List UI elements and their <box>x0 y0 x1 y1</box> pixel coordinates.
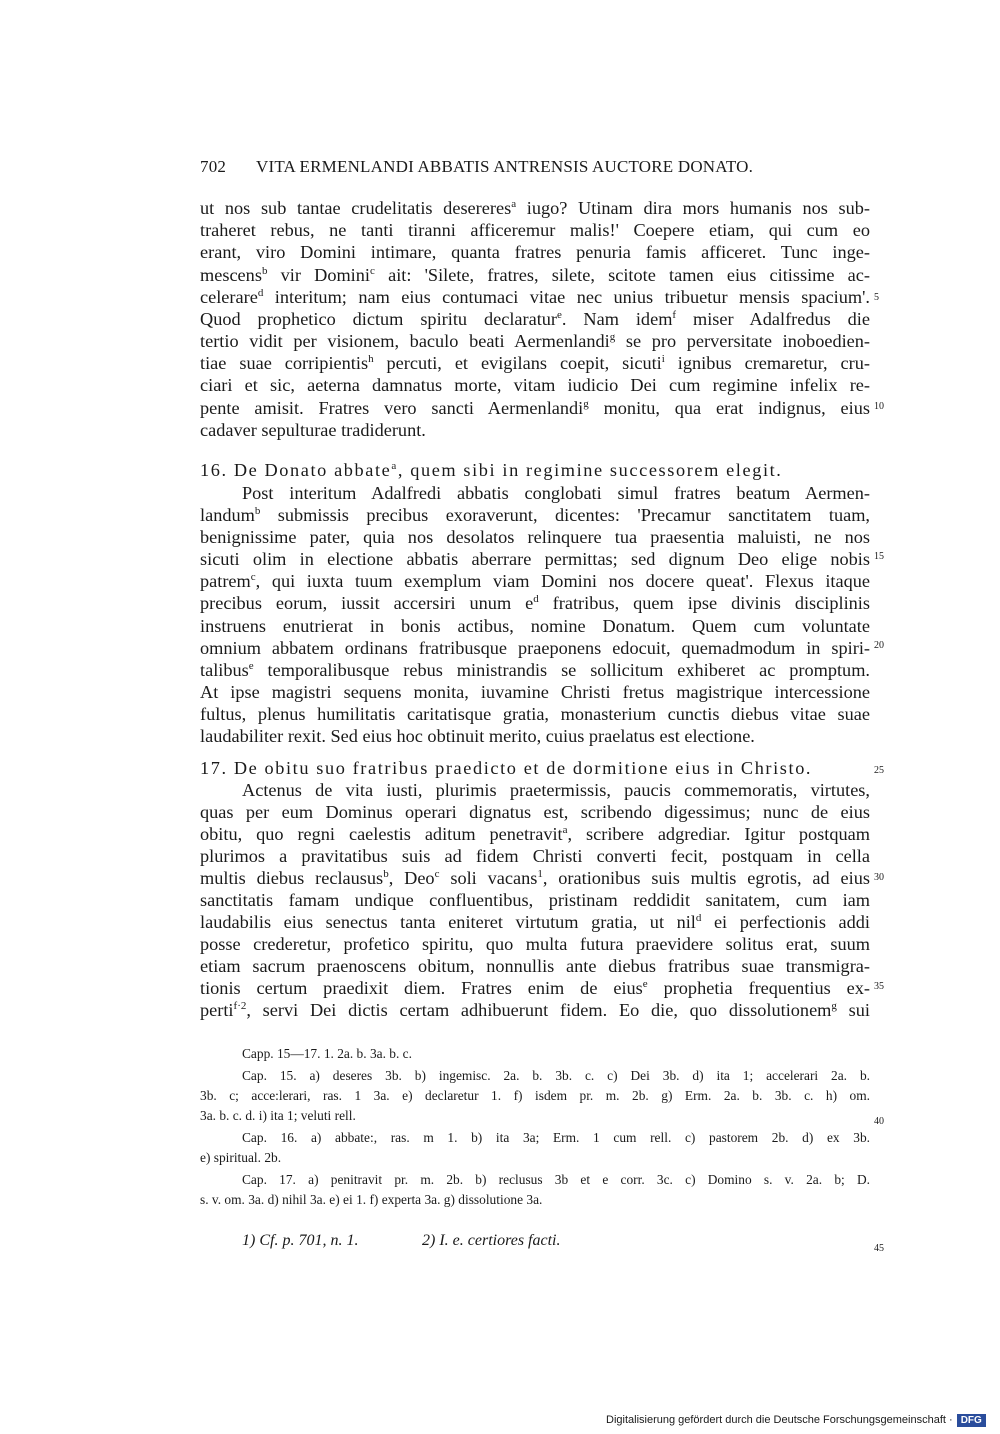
text-line: sanctitatis famam undique confluentibus, pristinam reddidit sanitatem, cum iam <box>200 890 870 910</box>
text-line: quas per eum Dominus operari dignatus est, scribendo digessimus; nunc de eius <box>200 802 870 822</box>
text-line: etiam sacrum praenoscens obitum, nonnullis ante diebus fratribus suae transmigra- <box>200 956 870 976</box>
line-number: 5 <box>874 292 879 303</box>
apparatus-line: Cap. 17. a) penitravit pr. m. 2b. b) reclusus 3b et e corr. 3c. c) Domino s. v. 2a. b; D. <box>242 1172 870 1187</box>
footnote-1: 1) Cf. p. 701, n. 1. <box>242 1232 359 1249</box>
text-line: tionis certum praedixit diem. Fratres enim de eius$^e$ prophetia frequentius ex- <box>200 977 870 998</box>
text-line: talibus$^e$ temporalibusque rebus ministrandis se sollicitum exhiberet ac promptum. <box>200 659 870 680</box>
text-line: posse crederetur, profetico spiritu, quo multa futura praevidere solitus erat, suum <box>200 934 870 954</box>
text-line: tertio vidit per visionem, baculo beati Aermenlandi$^g$ se pro perversitate inoboedien- <box>200 330 871 351</box>
dfg-logo: DFG <box>957 1414 986 1427</box>
text-line: instruens enutrierat in bonis actibus, nomine Donatum. Quem cum voluntate <box>200 616 870 636</box>
text-line: precibus eorum, iussit accersiri unum $e^d$ fratribus, quem ipse divinis disciplinis <box>200 592 870 613</box>
line-number: 45 <box>874 1243 884 1254</box>
page-number: 702 <box>200 157 227 176</box>
apparatus-line: e) spiritual. 2b. <box>200 1150 282 1165</box>
text-line: traheret rebus, ne tanti tiranni afficeremur malis!' Coepere etiam, qui cum eo <box>200 220 870 240</box>
text-line: laudabilis eius senectus tanta eniteret virtutum gratia, ut nil$^d$ ei perfectionis addi <box>200 911 871 932</box>
text-line: ciari et sic, aeterna damnatus morte, vitam iudicio Dei cum regimine infelix re- <box>200 375 870 395</box>
apparatus-line: Cap. 16. a) abbate:, ras. m 1. b) ita 3a; Erm. 1 cum rell. c) pastorem 2b. d) ex 3b. <box>242 1130 870 1145</box>
text-line: obitu, quo regni caelestis aditum penetravit$^a$, scribere adgrediar. Igitur postquam <box>200 823 870 844</box>
running-head: VITA ERMENLANDI ABBATIS ANTRENSIS AUCTORE DONATO. <box>256 157 754 176</box>
apparatus-line: 3b. c; acce:lerari, ras. 1 3a. e) declaretur 1. f) isdem pr. m. 2b. g) Erm. 2a. b. 3b. c. h) om. <box>200 1088 870 1103</box>
text-line: landum$^b$ submissis precibus exoraverunt, dicentes: 'Precamur sanctitatem tuam, <box>200 504 870 525</box>
text-line: cadaver sepulturae tradiderunt. <box>200 420 426 440</box>
line-number: 10 <box>874 401 884 412</box>
text-line: fultus, plenus humilitatis caritatisque gratia, monasterium cunctis diebus vitae suae <box>200 704 870 724</box>
text-line: benignissime pater, quia nos desolatos relinquere tua praesentia maluisti, ne nos <box>200 527 870 547</box>
apparatus-line: Capp. 15—17. 1. 2a. b. 3a. b. c. <box>242 1046 412 1061</box>
footnotes <box>200 1232 870 1254</box>
line-number: 25 <box>874 765 884 776</box>
text-line: Actenus de vita iusti, plurimis praetermissis, paucis commemoratis, virtutes, <box>242 780 870 800</box>
text-line: sicuti olim in electione abbatis aberrare permittas; sed dignum Deo elige nobis <box>200 549 870 569</box>
line-number: 40 <box>874 1116 884 1127</box>
apparatus-line: s. v. om. 3a. d) nihil 3a. e) ei 1. f) experta 3a. g) dissolutione 3a. <box>200 1192 543 1207</box>
digitization-footer <box>606 1412 986 1428</box>
footer-text: Digitalisierung gefördert durch die Deutsche Forschungsgemeinschaft · <box>606 1414 953 1426</box>
text-line: At ipse magistri sequens monita, iuvamine Christi fretus magistrique intercessione <box>200 682 870 702</box>
text-line: Post interitum Adalfredi abbatis conglobati simul fratres beatum Aermen- <box>242 483 870 503</box>
text-line: erant, viro Domini intimare, quanta fratres penuria famis afficeret. Tunc inge- <box>200 242 870 262</box>
page-header <box>200 153 870 177</box>
line-number: 35 <box>874 981 884 992</box>
text-line: laudabiliter rexit. Sed eius hoc obtinuit merito, cuius praelatus est electione. <box>200 726 755 746</box>
text-line: mescens$^b$ vir Domini$^c$ ait: 'Silete, fratres, silete, scitote tamen eius citissime ac- <box>200 264 870 285</box>
text-line: plurimos a pravitatibus suis ad fidem Christi converti fecit, postquam in cella <box>200 846 870 866</box>
apparatus-line: Cap. 15. a) deseres 3b. b) ingemisc. 2a. b. 3b. c. c) Dei 3b. d) ita 1; accelerari 2a. b. <box>242 1068 870 1083</box>
chapter-heading: 16. De Donato abbate$^a$, quem sibi in regimine successorem elegit. <box>200 459 783 480</box>
line-number: 20 <box>874 640 884 651</box>
text-line: patrem$^c$, qui iuxta tuum exemplum viam Domini nos docere queat'. Flexus itaque <box>200 570 870 591</box>
text-line: ut nos sub tantae crudelitatis desereres$^a$ iugo? Utinam dira mors humanis nos sub- <box>200 197 870 218</box>
text-line: pente amisit. Fratres vero sancti Aermenlandi$^g$ monitu, qua erat indignus, eius <box>200 397 870 418</box>
text-line: multis diebus reclausus$^b$, Deo$^c$ soli vacans$^1$, orationibus suis multis egrotis, ad eius <box>200 867 870 888</box>
text-line: omnium abbatem ordinans fratribusque praeponens edocuit, quemadmodum in spiri- <box>200 638 870 658</box>
line-number: 30 <box>874 872 884 883</box>
text-line: Quod prophetico dictum spiritu declaratur$^e$. Nam idem$^f$ miser Adalfredus die <box>200 308 870 329</box>
apparatus-line: 3a. b. c. d. i) ita 1; veluti rell. <box>200 1108 356 1123</box>
chapter-heading: 17. De obitu suo fratribus praedicto et de dormitione eius in Christo. <box>200 758 813 778</box>
text-line: celerare$^d$ interitum; nam eius contumaci vitae nec unius tribuetur mensis spacium'. <box>200 286 870 307</box>
text-line: tiae suae corripientis$^h$ percuti, et evigilans coepit, sicuti$^i$ ignibus cremaretur, cru- <box>200 352 870 373</box>
footnote-2: 2) I. e. certiores facti. <box>422 1232 561 1249</box>
line-number: 15 <box>874 551 884 562</box>
text-line: perti$^{f\cdot 2}$, servi Dei dictis certam adhibuerunt fidem. Eo die, quo dissolutionem$^g$ sui <box>200 999 870 1020</box>
